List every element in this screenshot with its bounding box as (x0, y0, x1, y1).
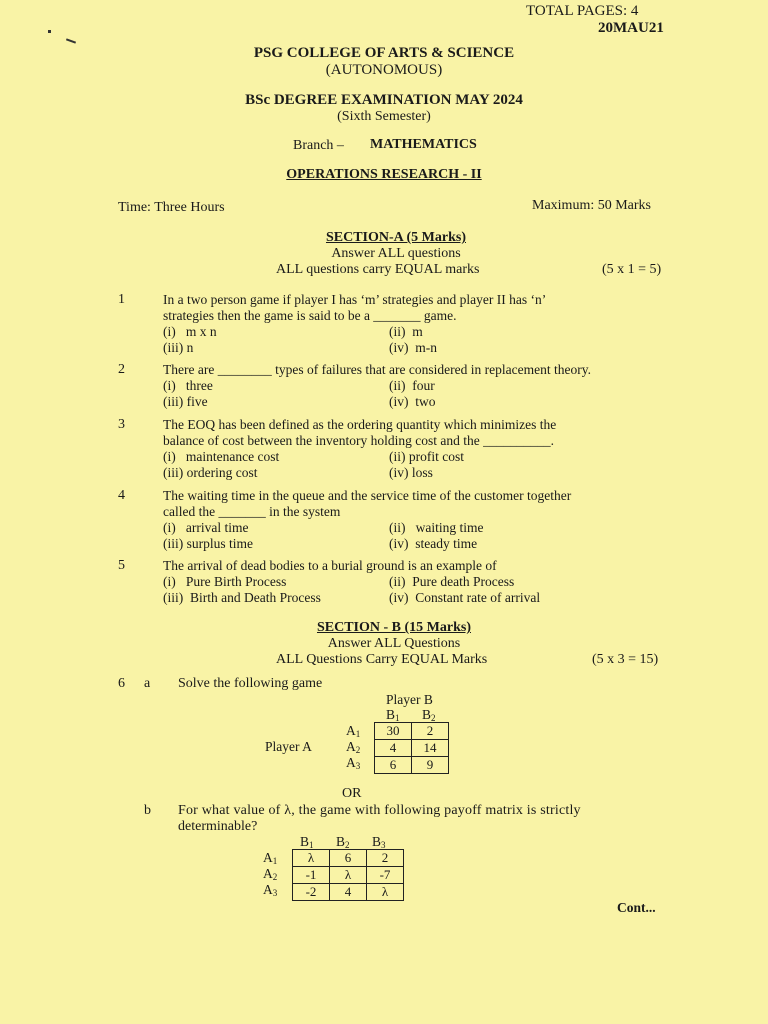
option: (ii) profit cost (389, 449, 464, 464)
table-row (375, 740, 449, 757)
question-number: 1 (118, 292, 125, 307)
question-number: 5 (118, 558, 125, 573)
option: (iii) surplus time (163, 536, 253, 551)
option: (i) m x n (163, 324, 217, 339)
subject-title: OPERATIONS RESEARCH - II (286, 167, 482, 182)
column-head: $B_3$ (372, 834, 386, 850)
section-b-instruction-2: ALL Questions Carry EQUAL Marks (276, 652, 488, 667)
time-label: Time: Three Hours (118, 200, 225, 215)
max-marks-label: Maximum: 50 Marks (532, 198, 651, 213)
table-cell: 2 (412, 723, 449, 740)
part-label: a (144, 676, 151, 691)
table-cell: -7 (367, 867, 404, 884)
question-text: There are ________ types of failures that are considered in replacement theory. (163, 362, 591, 377)
table-cell: 6 (330, 850, 367, 867)
paper-code: 20MAU21 (598, 20, 664, 36)
section-b-title: SECTION - B (15 Marks) (316, 620, 471, 635)
table-cell: 4 (330, 884, 367, 901)
option: (ii) m (389, 324, 423, 339)
table-cell: 2 (367, 850, 404, 867)
option: (iii) Birth and Death Process (163, 590, 321, 605)
branch-name: MATHEMATICS (370, 137, 477, 152)
branch-label: Branch – (293, 138, 344, 153)
row-head: $A_3$ (346, 755, 361, 771)
section-b-instruction: Answer ALL Questions (327, 636, 461, 651)
part-label: b (144, 803, 151, 818)
section-a-instruction: Answer ALL questions (331, 246, 461, 261)
table-row (375, 723, 449, 740)
table-cell: 4 (375, 740, 412, 757)
option: (i) Pure Birth Process (163, 574, 287, 589)
question-text: called the _______ in the system (163, 504, 341, 519)
row-head: $A_3$ (263, 882, 278, 898)
table-cell: λ (293, 850, 330, 867)
option: (ii) waiting time (389, 520, 484, 535)
option: (iv) steady time (389, 536, 478, 551)
total-pages: TOTAL PAGES: 4 (526, 3, 639, 19)
section-a-title: SECTION-A (5 Marks) (325, 230, 466, 245)
table-cell: λ (367, 884, 404, 901)
question-text: The arrival of dead bodies to a burial ground is an example of (163, 558, 497, 573)
table-row (293, 884, 404, 901)
college-name: PSG COLLEGE OF ARTS & SCIENCE (253, 45, 515, 61)
question-number: 2 (118, 362, 125, 377)
option: (i) maintenance cost (163, 449, 280, 464)
column-head: $B_1$ (386, 707, 400, 723)
table-cell: λ (330, 867, 367, 884)
player-a-label: Player A (265, 739, 312, 754)
question-text: balance of cost between the inventory holding cost and the __________. (163, 433, 555, 448)
question-number: 4 (118, 488, 125, 503)
continued-label: Cont... (617, 900, 656, 915)
option: (iv) loss (389, 465, 433, 480)
option: (i) three (163, 378, 213, 393)
option: (ii) four (389, 378, 435, 393)
question-text: For what value of λ, the game with following payoff matrix is strictly (178, 803, 581, 818)
semester-label: (Sixth Semester) (337, 109, 431, 124)
option: (ii) Pure death Process (389, 574, 515, 589)
question-text: In a two person game if player I has ‘m’ strategies and player II has ‘n’ (163, 292, 547, 307)
table-cell: 14 (412, 740, 449, 757)
payoff-matrix-b (292, 849, 404, 901)
row-head: $A_1$ (346, 723, 361, 739)
table-cell: 6 (375, 757, 412, 774)
column-head: $B_2$ (336, 834, 350, 850)
option: (i) arrival time (163, 520, 249, 535)
section-a-instruction-2: ALL questions carry EQUAL marks (276, 262, 480, 277)
autonomous-label: (AUTONOMOUS) (325, 62, 443, 78)
table-cell: -1 (293, 867, 330, 884)
option: (iv) two (389, 394, 436, 409)
scan-mark (48, 30, 51, 33)
or-label: OR (342, 786, 362, 801)
option: (iii) ordering cost (163, 465, 258, 480)
player-b-label: Player B (386, 692, 433, 707)
section-b-marks: (5 x 3 = 15) (592, 652, 659, 667)
question-number: 6 (118, 676, 125, 691)
question-text: The waiting time in the queue and the service time of the customer together (163, 488, 572, 503)
table-cell: 30 (375, 723, 412, 740)
option: (iii) five (163, 394, 208, 409)
payoff-matrix-a (374, 722, 449, 774)
row-head: $A_2$ (263, 866, 278, 882)
question-text: strategies then the game is said to be a _______ game. (163, 308, 457, 323)
table-row (293, 850, 404, 867)
question-text: The EOQ has been defined as the ordering quantity which minimizes the (163, 417, 557, 432)
row-head: $A_1$ (263, 850, 278, 866)
table-cell: 9 (412, 757, 449, 774)
question-number: 3 (118, 417, 125, 432)
table-row (293, 867, 404, 884)
row-head: $A_2$ (346, 739, 361, 755)
question-text: Solve the following game (178, 676, 323, 691)
section-a-marks: (5 x 1 = 5) (602, 262, 662, 277)
option: (iv) m-n (389, 340, 437, 355)
exam-title: BSc DEGREE EXAMINATION MAY 2024 (245, 92, 523, 108)
table-cell: -2 (293, 884, 330, 901)
column-head: $B_2$ (422, 707, 436, 723)
option: (iv) Constant rate of arrival (389, 590, 541, 605)
table-row (375, 757, 449, 774)
scan-mark (66, 38, 76, 43)
column-head: $B_1$ (300, 834, 314, 850)
option: (iii) n (163, 340, 194, 355)
question-text: determinable? (178, 819, 258, 834)
